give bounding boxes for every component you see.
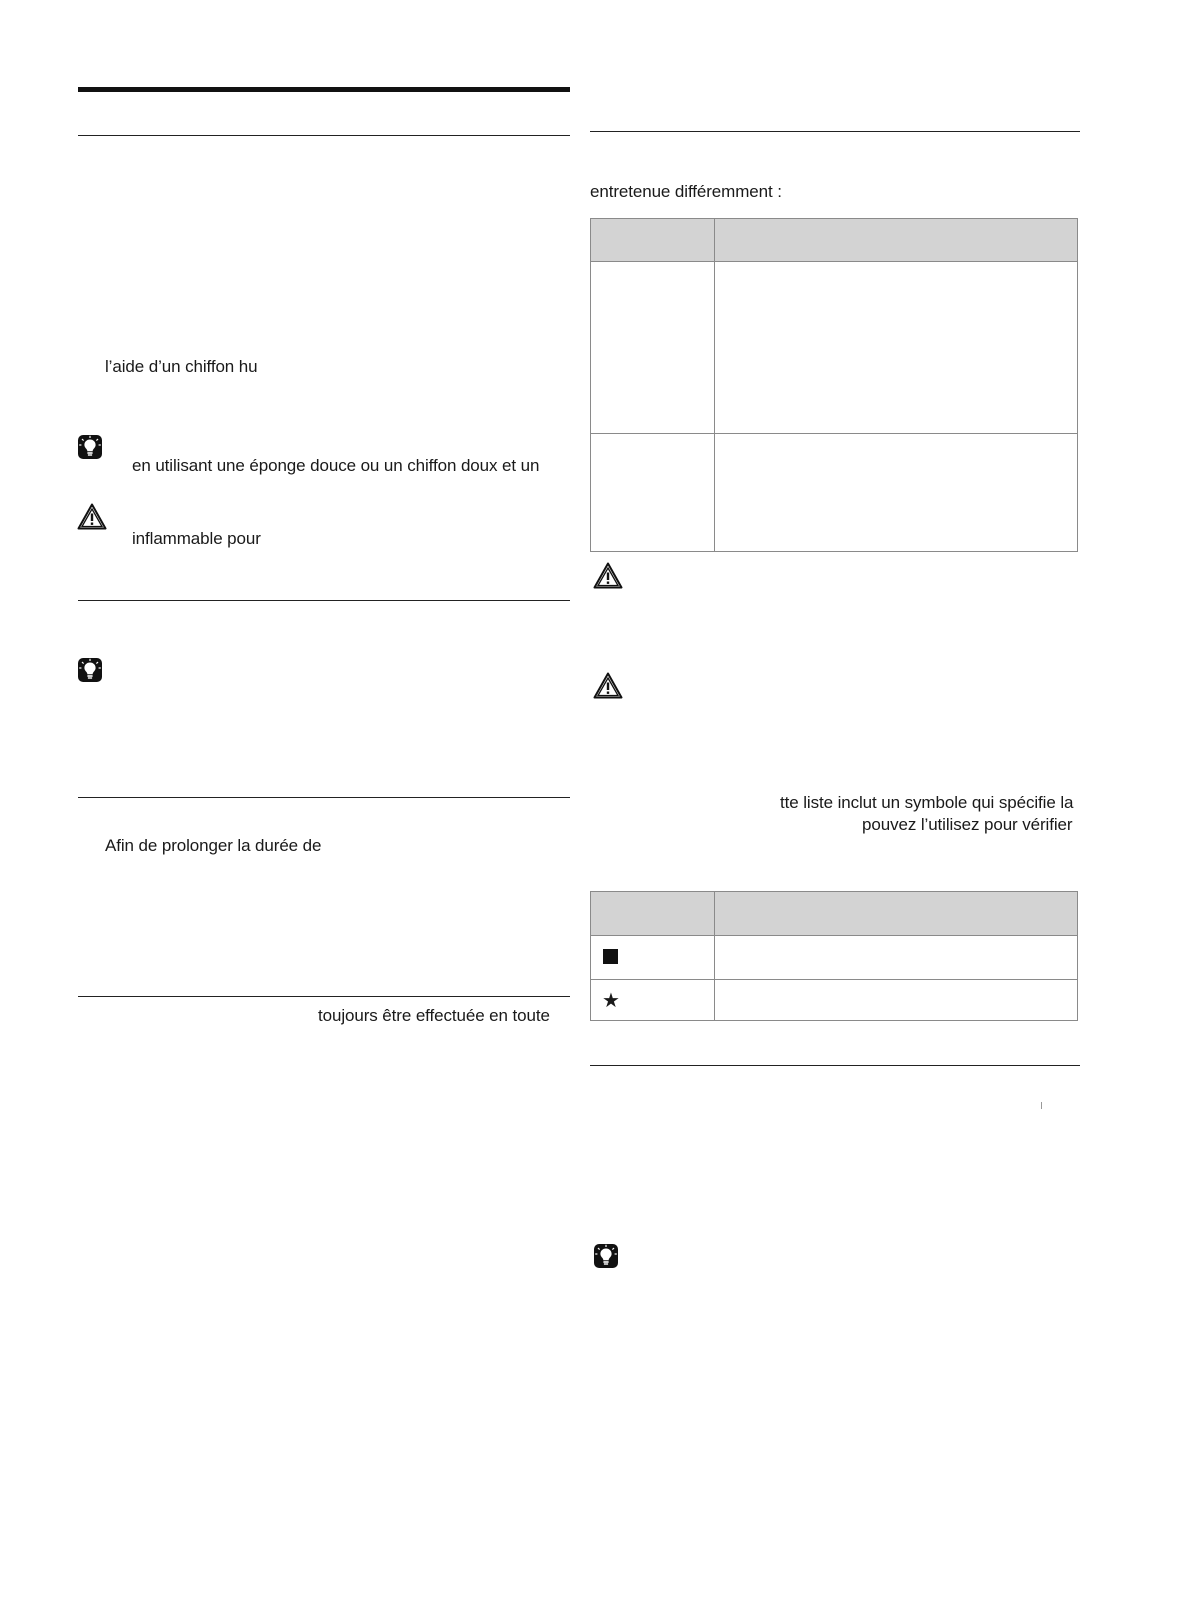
tick-mark: [1041, 1102, 1042, 1109]
maintained-text: entretenue différemment :: [590, 182, 782, 201]
warning-triangle-icon: [593, 672, 623, 699]
row-divider: [591, 979, 1077, 980]
section-divider: [78, 996, 570, 997]
section-divider: [78, 600, 570, 601]
tip-sponge-text: en utilisant une éponge douce ou un chiffon doux et un: [132, 456, 540, 475]
star-symbol-icon: ★: [602, 990, 620, 1012]
verify-text: pouvez l’utilisez pour vérifier: [862, 815, 1073, 834]
lightbulb-icon: [77, 434, 103, 460]
square-symbol-icon: [603, 949, 618, 964]
section-divider: [590, 1065, 1080, 1066]
lightbulb-icon: [593, 1243, 619, 1269]
column-divider: [714, 892, 715, 1020]
maintenance-table: [590, 218, 1078, 552]
section-divider: [590, 131, 1080, 132]
symbol-table: [590, 891, 1078, 1021]
cleaning-text: l’aide d’un chiffon hu: [105, 357, 258, 376]
section-divider: [78, 797, 570, 798]
table-header: [591, 892, 1077, 936]
warning-triangle-icon: [77, 503, 107, 530]
top-heading-bar: [78, 87, 570, 92]
warning-triangle-icon: [593, 562, 623, 589]
column-divider: [714, 219, 715, 551]
prolong-text: Afin de prolonger la durée de: [105, 836, 322, 855]
always-safe-text: toujours être effectuée en toute: [318, 1006, 550, 1025]
warning-flammable-text: inflammable pour: [132, 529, 261, 548]
list-symbol-text: tte liste inclut un symbole qui spécifie la: [780, 793, 1074, 812]
table-header: [591, 219, 1077, 262]
section-divider: [78, 135, 570, 136]
lightbulb-icon: [77, 657, 103, 683]
row-divider: [591, 433, 1077, 434]
